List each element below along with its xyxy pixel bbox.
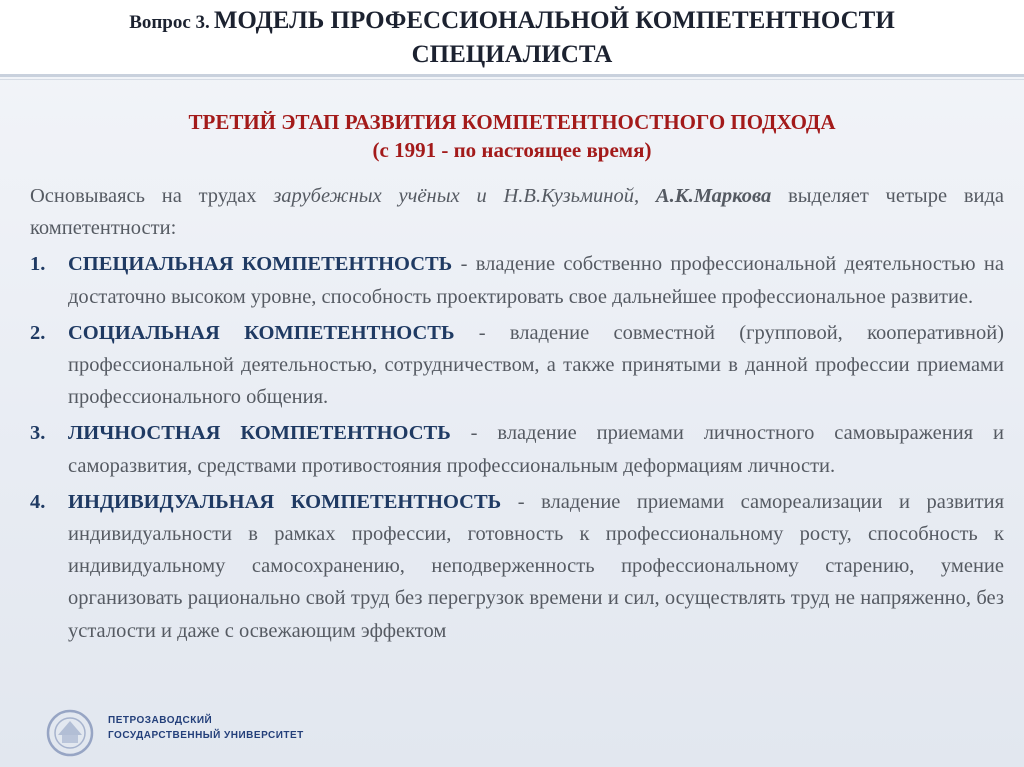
item-number: 4. [30,490,46,513]
logo-text-line-1: ПЕТРОЗАВОДСКИЙ [108,715,213,726]
body-text [30,180,1004,647]
slide-title [40,4,984,41]
university-logo [44,708,304,758]
header-divider-thin [0,79,1024,80]
section-subtitle [40,108,984,164]
title-prefix: Вопрос 3. [129,12,210,33]
intro-author: А.К.Маркова [655,185,772,207]
item-text: - владение приемами самореализации и развития индивидуальности в рамках профессии, готовность к профессиональному росту, способность к индивидуальному самосохранению, неподверженность профессиональному старению, умение организовать рационально свой труд без перегрузок времени и сил, осуществлять труд не напряженно, без усталости и даже с освежающим эффектом [68,490,1004,642]
item-number: 1. [30,253,46,276]
item-term: СПЕЦИАЛЬНАЯ КОМПЕТЕНТНОСТЬ [68,253,453,276]
list-item [30,417,1004,481]
intro-text-1: Основываясь на трудах [30,185,274,207]
item-text: - владение приемами личностного самовыражения и саморазвития, средствами противостояния профессиональным деформациям личности. [68,422,1004,477]
intro-text-2: , [633,185,656,207]
competence-list [30,248,1004,646]
intro-text-3: выделяет четыре вида компетентности: [30,185,1005,240]
list-item [30,317,1004,414]
intro-italic: зарубежных учёных и Н.В.Кузьминой [273,185,634,207]
item-text: - владение собственно профессиональной деятельностью на достаточно высоком уровне, способность проектировать свое дальнейшее профессиональное развитие. [68,253,1004,308]
item-term: ИНДИВИДУАЛЬНАЯ КОМПЕТЕНТНОСТЬ [68,490,502,513]
title-line-2: СПЕЦИАЛИСТА [411,41,613,68]
list-item [30,486,1004,647]
subtitle-line-2: (с 1991 - по настоящее время) [372,138,652,162]
item-number: 2. [30,321,46,344]
list-item [30,248,1004,312]
intro-paragraph [30,180,1004,244]
title-line-1: МОДЕЛЬ ПРОФЕССИОНАЛЬНОЙ КОМПЕТЕНТНОСТИ [213,7,895,34]
university-emblem-icon [44,708,100,758]
logo-text-line-2: ГОСУДАРСТВЕННЫЙ УНИВЕРСИТЕТ [108,730,304,741]
subtitle-line-1: ТРЕТИЙ ЭТАП РАЗВИТИЯ КОМПЕТЕНТНОСТНОГО ПОДХОДА [188,110,836,134]
item-number: 3. [30,422,46,445]
item-term: ЛИЧНОСТНАЯ КОМПЕТЕНТНОСТЬ [68,422,451,445]
header-divider [0,74,1024,77]
item-text: - владение совместной (групповой, кооперативной) профессиональной деятельностью, сотрудничеством, а также принятыми в данной профессии приемами профессионального общения. [68,321,1005,409]
item-term: СОЦИАЛЬНАЯ КОМПЕТЕНТНОСТЬ [68,321,455,344]
